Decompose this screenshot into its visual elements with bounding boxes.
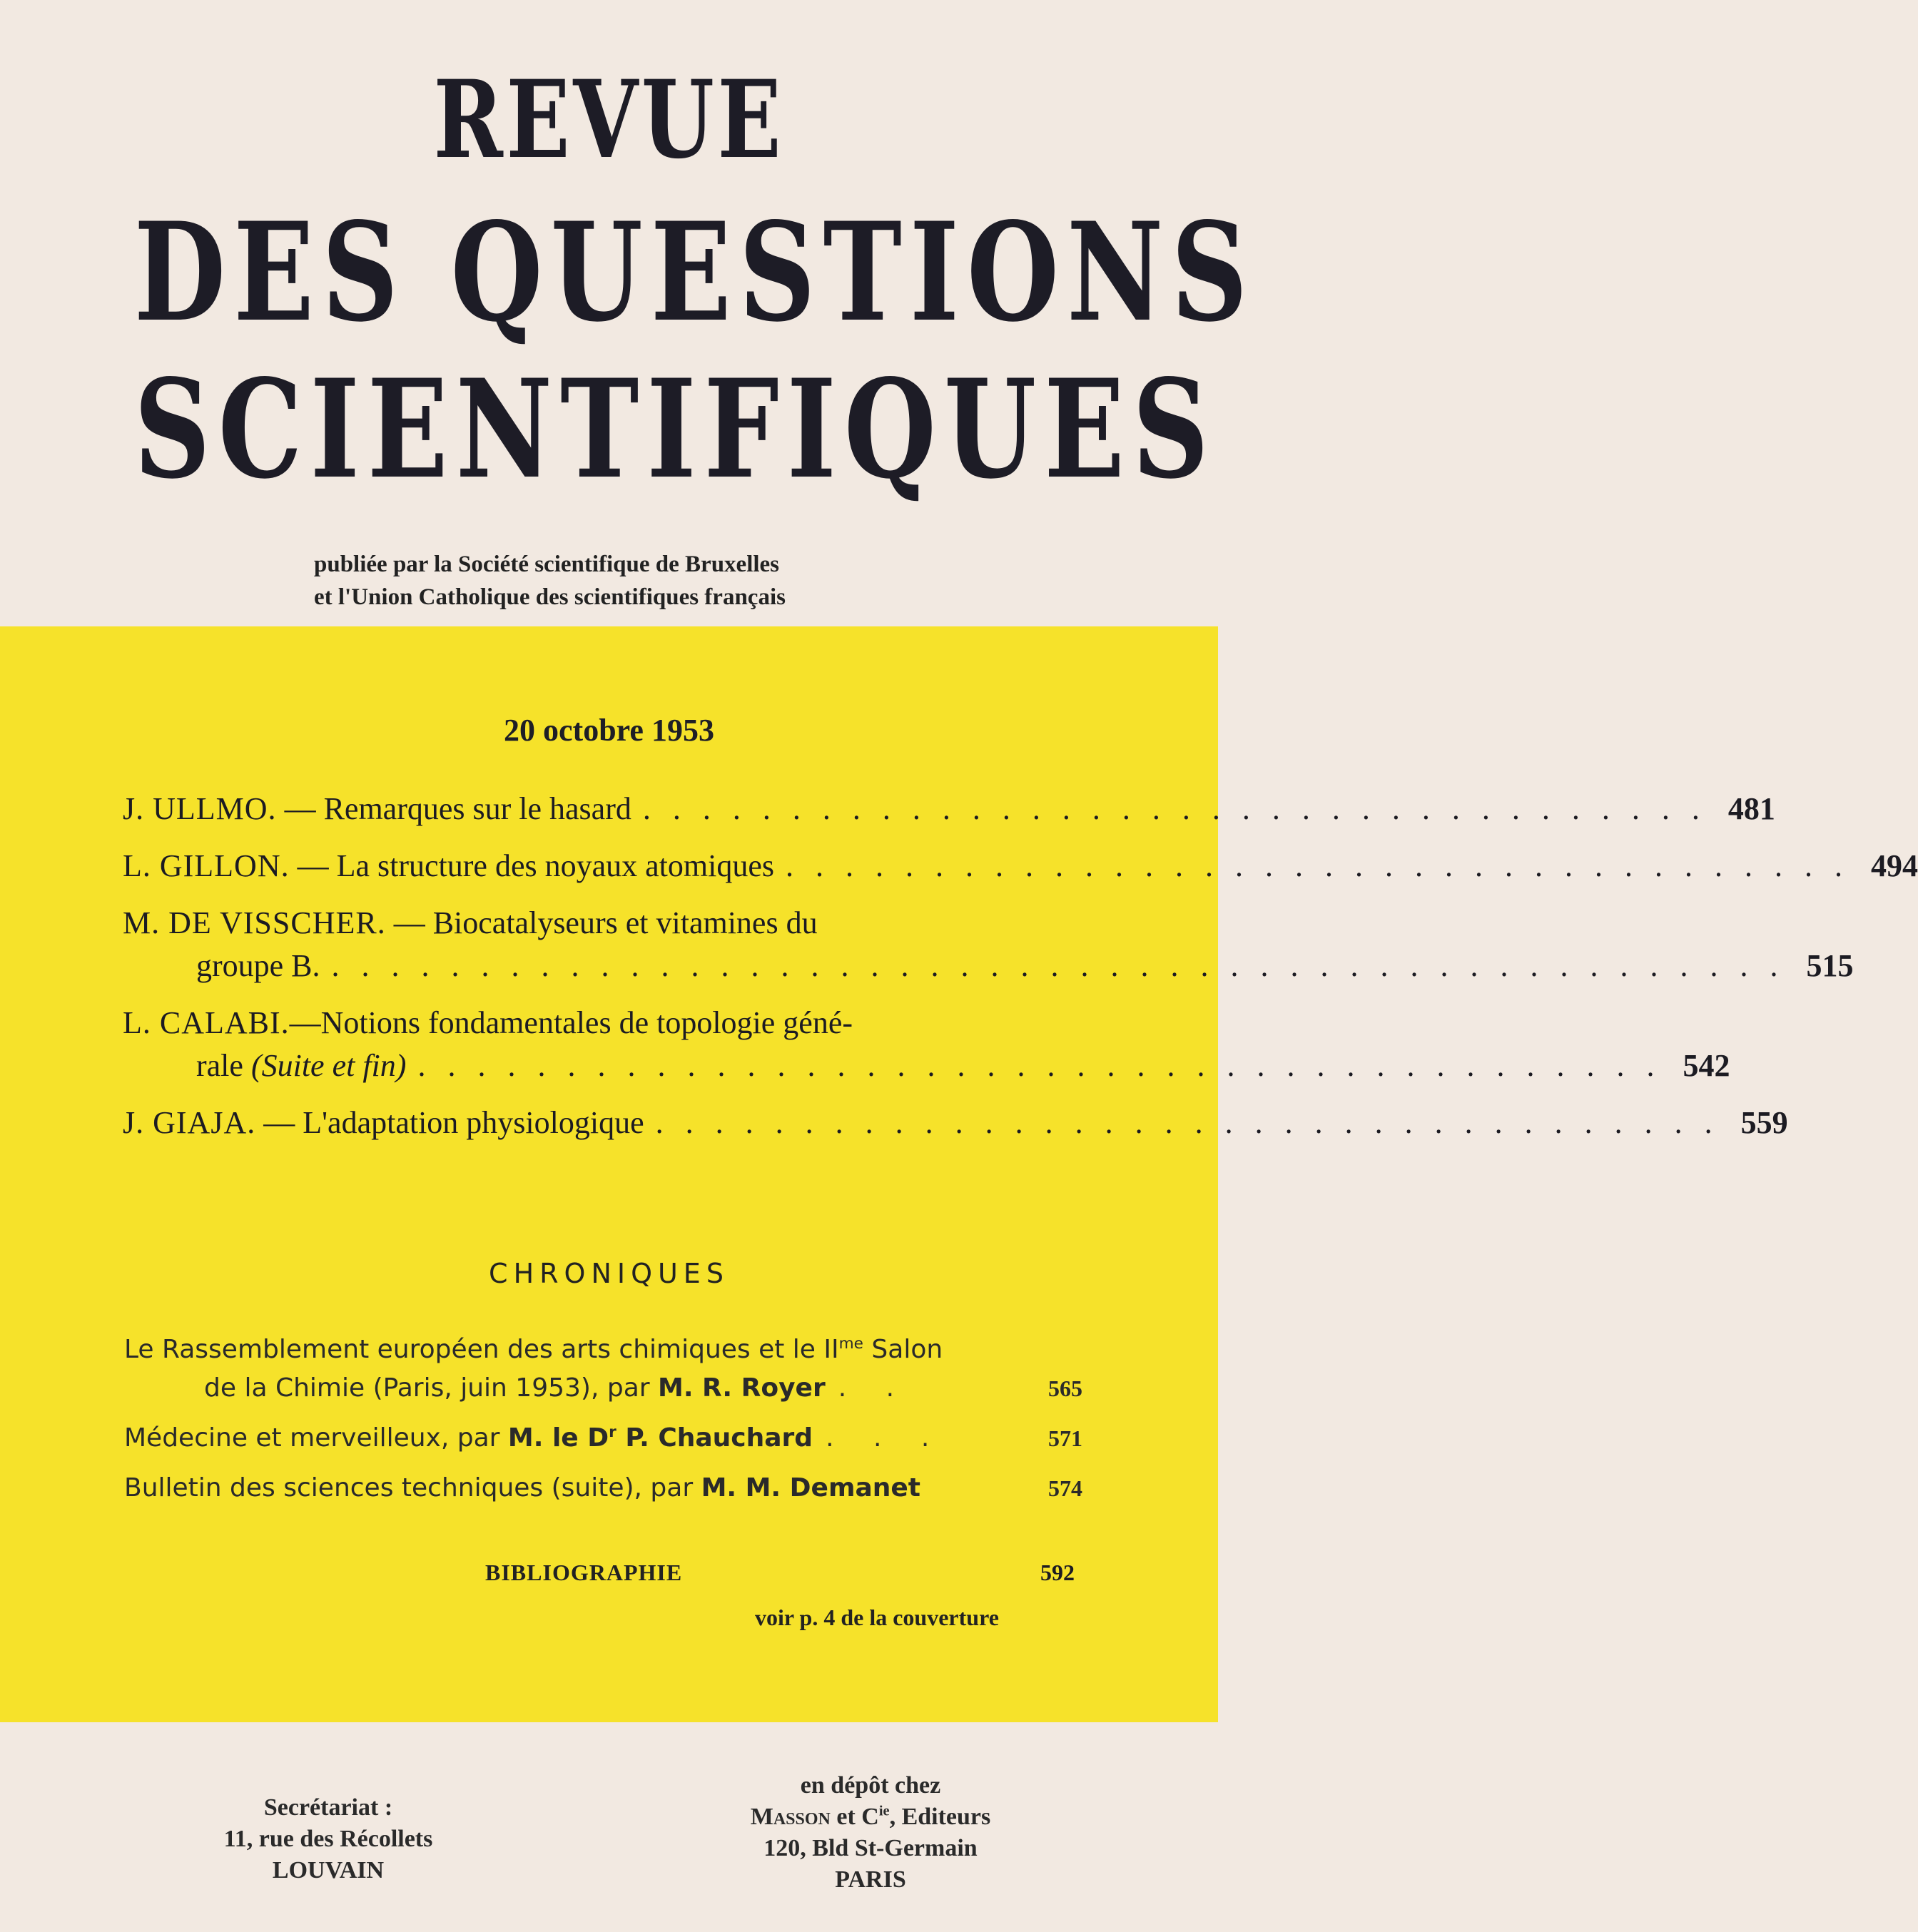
toc-title-line-1: Biocatalyseurs et vitamines du <box>432 905 818 940</box>
leader-dots: . . . . . . . . . . . . . . . . . . . . . . . . . . . . . . . . . . . . <box>655 1105 1720 1140</box>
publisher-note <box>314 548 899 614</box>
toc-title: La structure des noyaux atomiques <box>336 848 774 883</box>
leader-dots: . . . . . . . . . . . . . . . . . . . . . . . . . . . . . . . . . . . . <box>642 791 1707 826</box>
publisher-line-2: et l'Union Catholique des scientifiques français <box>314 584 786 610</box>
secretariat-line-2: 11, rue des Récollets <box>223 1826 433 1852</box>
leader-dots: . . <box>838 1373 910 1403</box>
depot-line-3: 120, Bld St-Germain <box>763 1835 978 1861</box>
leader-dots: . . . . . . . . . . . . . . . . . . . . . . . . . . . . . . . . . . . . <box>786 848 1850 883</box>
chronique-author-sup: r <box>609 1423 616 1441</box>
leader-dots: . . . . . . . . . . . . . . . . . . . . . . . . . . . . . . . . . . . . . . . . . . <box>417 1048 1662 1083</box>
issue-date: 20 octobre 1953 <box>504 713 714 748</box>
toc-note: (Suite et fin) <box>250 1048 407 1083</box>
chronique-page: 571 <box>1048 1425 1082 1451</box>
chronique-text: de la Chimie (Paris, juin 1953), par <box>204 1373 658 1403</box>
toc-page: 515 <box>1806 948 1854 983</box>
toc-separator: — <box>284 791 316 826</box>
toc-entry <box>123 1002 1730 1087</box>
depot-publisher-name: Masson <box>750 1804 831 1830</box>
depot-address <box>671 1770 1070 1896</box>
toc-author: M. DE VISSCHER. <box>123 905 386 940</box>
toc-title: L'adaptation physiologique <box>303 1105 644 1140</box>
chronique-sup: me <box>838 1335 863 1353</box>
chronique-text-tail: Salon <box>863 1335 943 1364</box>
toc-entry <box>123 845 1918 888</box>
toc-separator: — <box>297 848 329 883</box>
toc-page: 494 <box>1871 848 1918 883</box>
chronique-item <box>124 1331 1082 1408</box>
depot-connector: et C <box>830 1804 879 1830</box>
toc-separator: — <box>263 1105 295 1140</box>
chronique-page: 565 <box>1048 1376 1082 1401</box>
depot-sup: ie <box>878 1803 890 1819</box>
publisher-line-1: publiée par la Société scientifique de Bruxelles <box>314 551 780 577</box>
toc-title: Remarques sur le hasard <box>323 791 631 826</box>
voir-note: voir p. 4 de la couverture <box>755 1605 999 1630</box>
chronique-item <box>124 1419 1082 1458</box>
toc-author: J. ULLMO. <box>123 791 277 826</box>
secretariat-address <box>143 1792 514 1886</box>
secretariat-line-3: LOUVAIN <box>272 1857 385 1883</box>
chronique-author: M. R. Royer <box>658 1373 826 1403</box>
chronique-author: M. M. Demanet <box>701 1473 921 1503</box>
chronique-page: 574 <box>1048 1475 1082 1501</box>
chronique-text: Le Rassemblement européen des arts chimiques et le II <box>124 1335 839 1364</box>
chronique-item <box>124 1469 1082 1508</box>
toc-title-line-2: groupe B. <box>196 948 320 983</box>
toc-page: 559 <box>1740 1105 1788 1140</box>
chronique-author: M. le D <box>507 1423 609 1453</box>
chronique-author-tail: P. Chauchard <box>616 1423 813 1453</box>
secretariat-line-1: Secrétariat : <box>263 1794 393 1821</box>
chronique-text: Médecine et merveilleux, par <box>124 1423 508 1453</box>
chroniques-heading: CHRONIQUES <box>489 1258 729 1289</box>
toc-title-line-2: rale <box>196 1048 243 1083</box>
toc-separator: — <box>393 905 425 940</box>
table-of-contents <box>123 788 1918 1159</box>
bibliographie-page: 592 <box>1040 1560 1075 1585</box>
chronique-text: Bulletin des sciences techniques (suite), par <box>124 1473 701 1503</box>
depot-line-1: en dépôt chez <box>800 1772 941 1799</box>
toc-author: L. GILLON. <box>123 848 290 883</box>
toc-title-line-1: Notions fondamentales de topologie géné- <box>320 1005 853 1040</box>
toc-author: L. CALABI. <box>123 1005 290 1040</box>
toc-entry <box>123 788 1775 830</box>
title-line-1: REVUE <box>433 57 785 183</box>
toc-separator: — <box>289 1005 321 1040</box>
toc-page: 542 <box>1683 1048 1730 1083</box>
leader-dots: . . . . . . . . . . . . . . . . . . . . . . . . . . . . . . . . . . . . . . . . . . . . . . . . . <box>331 948 1785 983</box>
leader-dots: . . . <box>826 1423 945 1453</box>
title-line-3: SCIENTIFIQUES <box>133 350 1217 509</box>
toc-author: J. GIAJA. <box>123 1105 256 1140</box>
title-line-2: DES QUESTIONS <box>133 193 1256 352</box>
bibliographie-label: BIBLIOGRAPHIE <box>485 1560 683 1585</box>
chroniques-list <box>124 1331 1082 1519</box>
toc-page: 481 <box>1727 791 1775 826</box>
depot-line-4: PARIS <box>835 1866 906 1893</box>
cover-header <box>0 0 1256 626</box>
toc-entry <box>123 902 1854 987</box>
depot-line-2-tail: , Editeurs <box>889 1804 991 1830</box>
toc-entry <box>123 1102 1788 1144</box>
